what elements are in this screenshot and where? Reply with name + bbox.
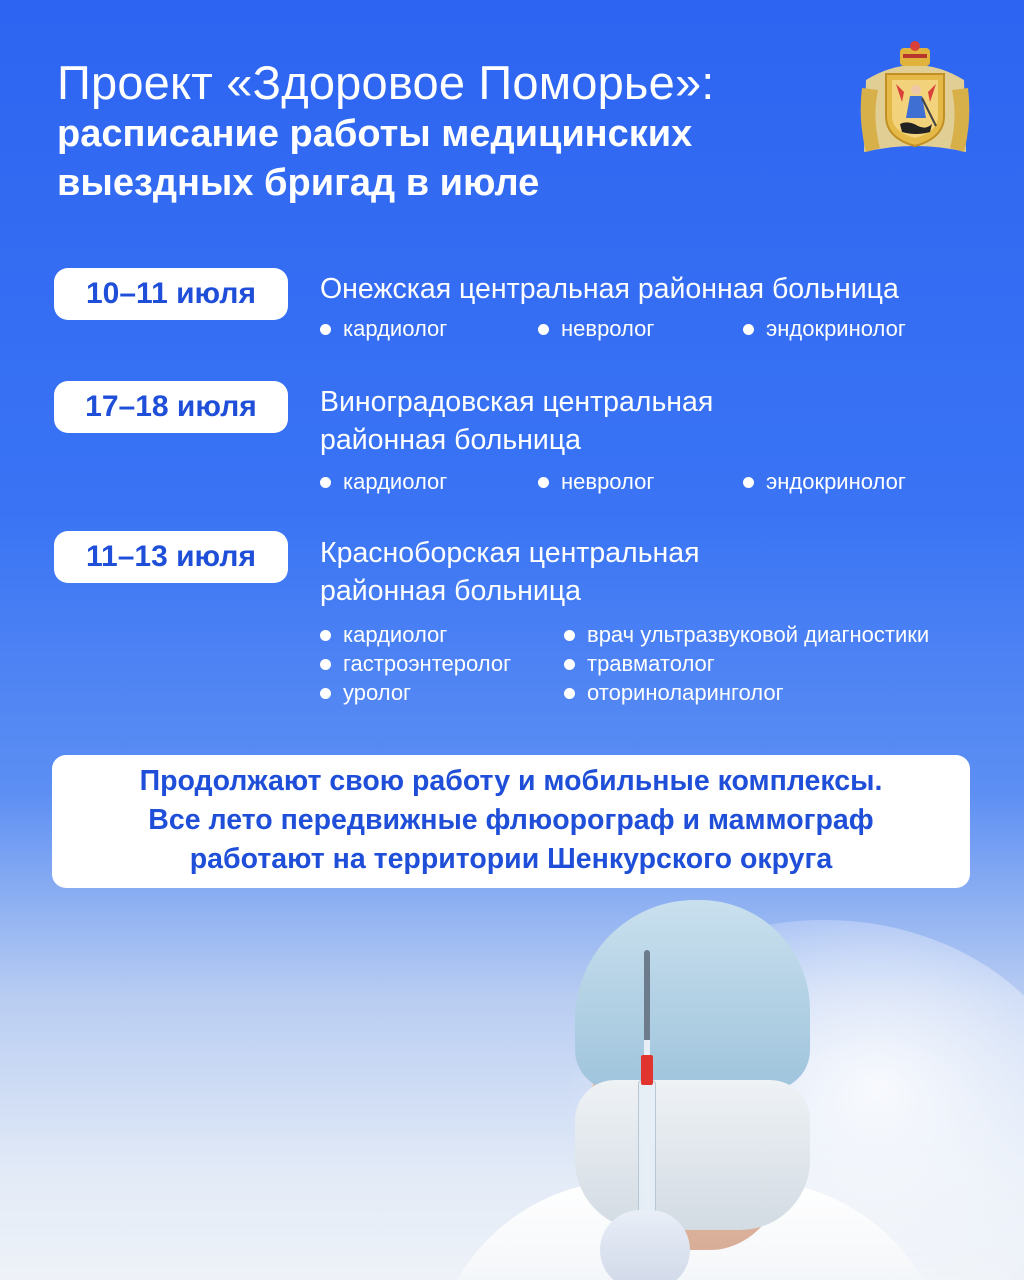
- note-line-3: работают на территории Шенкурского округа: [189, 843, 833, 875]
- specialist-item: эндокринолог: [743, 469, 906, 495]
- specialist-item: врач ультразвуковой диагностики: [564, 622, 929, 648]
- hospital-name: Виноградовская центральная районная больница: [320, 386, 714, 456]
- date-badge: 17–18 июля: [54, 381, 288, 433]
- date-badge: 11–13 июля: [54, 531, 288, 583]
- specialist-item: невролог: [538, 316, 654, 342]
- hospital-name: Онежская центральная районная больница: [320, 273, 899, 305]
- specialist-item: невролог: [538, 469, 654, 495]
- title-line-2: расписание работы медицинских: [57, 113, 693, 155]
- note-line-1: Продолжают свою работу и мобильные комплексы.: [139, 765, 883, 797]
- mobile-complexes-note: [52, 755, 970, 888]
- date-badge: 10–11 июля: [54, 268, 288, 320]
- specialist-item: гастроэнтеролог: [320, 651, 511, 677]
- nurse-photo: [0, 880, 1024, 1280]
- specialist-item: кардиолог: [320, 316, 447, 342]
- specialist-item: эндокринолог: [743, 316, 906, 342]
- specialist-item: кардиолог: [320, 622, 447, 648]
- specialist-item: кардиолог: [320, 469, 447, 495]
- specialist-item: уролог: [320, 680, 411, 706]
- specialist-item: оториноларинголог: [564, 680, 784, 706]
- title-line-3: выездных бригад в июле: [57, 162, 540, 204]
- specialist-item: травматолог: [564, 651, 715, 677]
- title-line-1: Проект «Здоровое Поморье»:: [57, 56, 715, 109]
- coat-of-arms-icon: [856, 40, 974, 160]
- note-line-2: Все лето передвижные флюорограф и маммограф: [148, 804, 874, 836]
- hospital-name: Красноборская центральная районная больница: [320, 537, 700, 607]
